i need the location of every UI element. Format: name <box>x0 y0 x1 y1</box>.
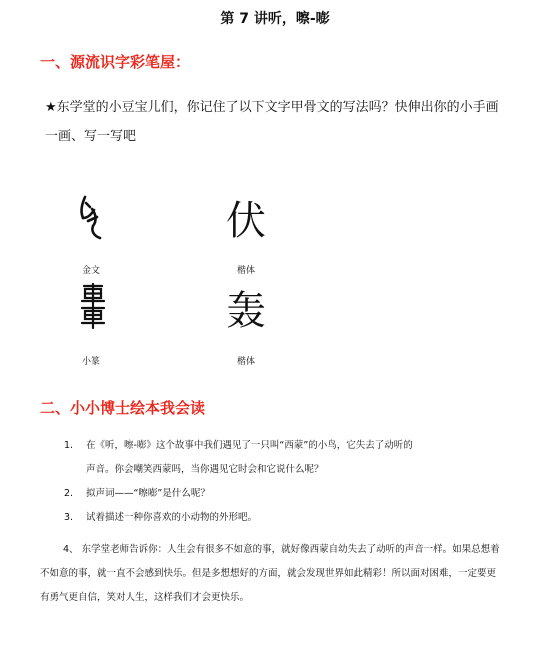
modern-char-hong: 轰 <box>226 288 266 334</box>
caption-regular-script-2: 楷体 <box>236 357 255 367</box>
list-item-2 <box>64 482 494 506</box>
list-text: 拟声词——“嚓嘭”是什么呢？ <box>86 488 210 499</box>
bronze-script-fu-glyph <box>74 194 110 240</box>
list-item-3 <box>64 506 494 530</box>
intro-paragraph: ★东学堂的小豆宝儿们，你记住了以下文字甲骨文的写法吗？快伸出你的小手画一画、写一写吧 <box>45 100 499 144</box>
list-text: 试着描述一种你喜欢的小动物的外形吧。 <box>86 512 258 523</box>
section-heading-1: 一、源流识字彩笔屋： <box>40 53 191 71</box>
list-number: 1. <box>64 440 74 451</box>
question-list <box>64 434 494 530</box>
caption-regular-script-1: 楷体 <box>236 266 255 276</box>
seal-script-hong-glyph <box>78 283 108 329</box>
caption-seal-script: 小篆 <box>81 357 100 367</box>
caption-bronze-script: 金文 <box>81 266 100 276</box>
section-heading-2: 二、小小博士绘本我会读 <box>40 399 206 417</box>
list-item-1-continuation: 声音。你会嘲笑西蒙吗，当你遇见它时会和它说什么呢？ <box>86 464 324 475</box>
modern-char-fu: 伏 <box>226 198 266 244</box>
page-title: 第 7 讲听，嚓-嘭 <box>220 11 330 27</box>
teacher-advice-paragraph: 4、 东学堂老师告诉你：人生会有很多不如意的事，就好像西蒙自幼失去了动听的声音一样。如果总想着不如意的事，就一直不会感到快乐。但是多想想好的方面，就会发现世界如此精彩！所以面对困难，一定要更有勇气更自信，笑对人生，这样我们才会更快乐。 <box>40 544 500 603</box>
list-item-1 <box>64 434 494 458</box>
list-number: 2. <box>64 488 74 499</box>
list-number: 3. <box>64 512 74 523</box>
list-text: 在《听，嚓-嘭》这个故事中我们遇见了一只叫“西蒙”的小鸟，它失去了动听的 <box>86 440 413 451</box>
